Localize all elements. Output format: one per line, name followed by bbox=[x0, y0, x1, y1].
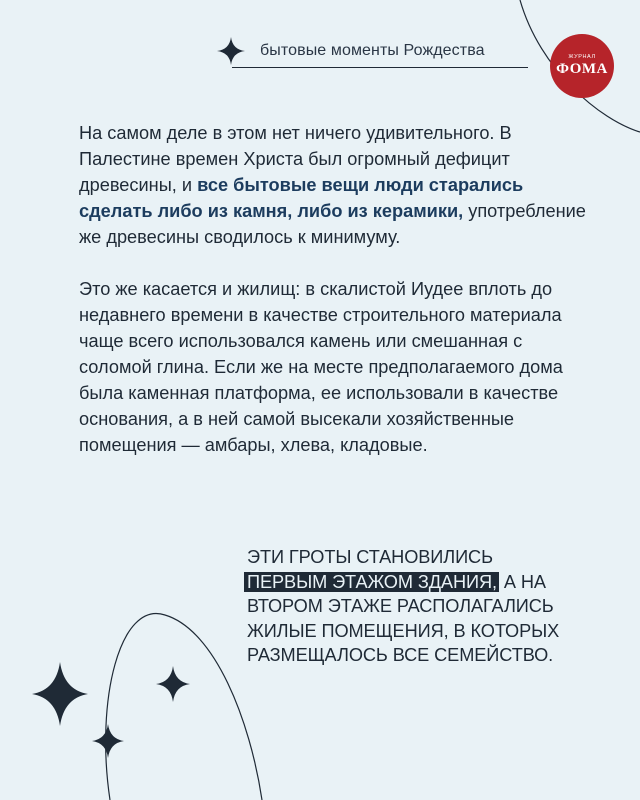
paragraph-1-text: На самом деле в этом нет ничего удивительного. В Палестине времен Христа был огромный дефицит древесины, и bbox=[79, 123, 512, 195]
magazine-logo bbox=[550, 34, 614, 98]
paragraph-1-bold: все бытовые вещи люди старались сделать либо из камня, либо из керамики, bbox=[79, 175, 524, 221]
header-underline bbox=[232, 67, 528, 68]
large-star-icon bbox=[32, 662, 88, 726]
pull-quote bbox=[247, 545, 617, 668]
small-star-icon bbox=[92, 724, 124, 758]
logo-small-text: ЖУРНАЛ bbox=[568, 53, 596, 60]
paragraph-2: Это же касается и жилищ: в скалистой Иудее вплоть до недавнего времени в качестве строительного материала чаще всего использовался камень или смешанная с соломой глина. Если же на месте предполагаемого дома была каменная платформа, ее использовали в качестве основания, а в ней самой высекали хозяйственные помещения — амбары, хлева, кладовые. bbox=[79, 279, 563, 455]
paragraph-1-text-end: употребление же древесины сводилось к минимуму. bbox=[79, 201, 586, 247]
four-point-star-icon bbox=[216, 36, 246, 66]
paragraph-1 bbox=[79, 120, 599, 250]
header bbox=[216, 33, 485, 69]
small-star-icon bbox=[156, 666, 190, 702]
article-body bbox=[79, 120, 599, 484]
quote-highlight: ПЕРВЫМ ЭТАЖОМ ЗДАНИЯ, bbox=[244, 572, 499, 592]
logo-main-text: ФОМА bbox=[556, 61, 608, 78]
quote-text-start: ЭТИ ГРОТЫ СТАНОВИЛИСЬ bbox=[247, 547, 493, 567]
header-title: бытовые моменты Рождества bbox=[260, 42, 485, 59]
quote-text-end: А НА ВТОРОМ ЭТАЖЕ РАСПОЛАГАЛИСЬ ЖИЛЫЕ ПОМЕЩЕНИЯ, В КОТОРЫХ РАЗМЕЩАЛОСЬ ВСЕ СЕМЕЙСТВО. bbox=[247, 571, 560, 665]
